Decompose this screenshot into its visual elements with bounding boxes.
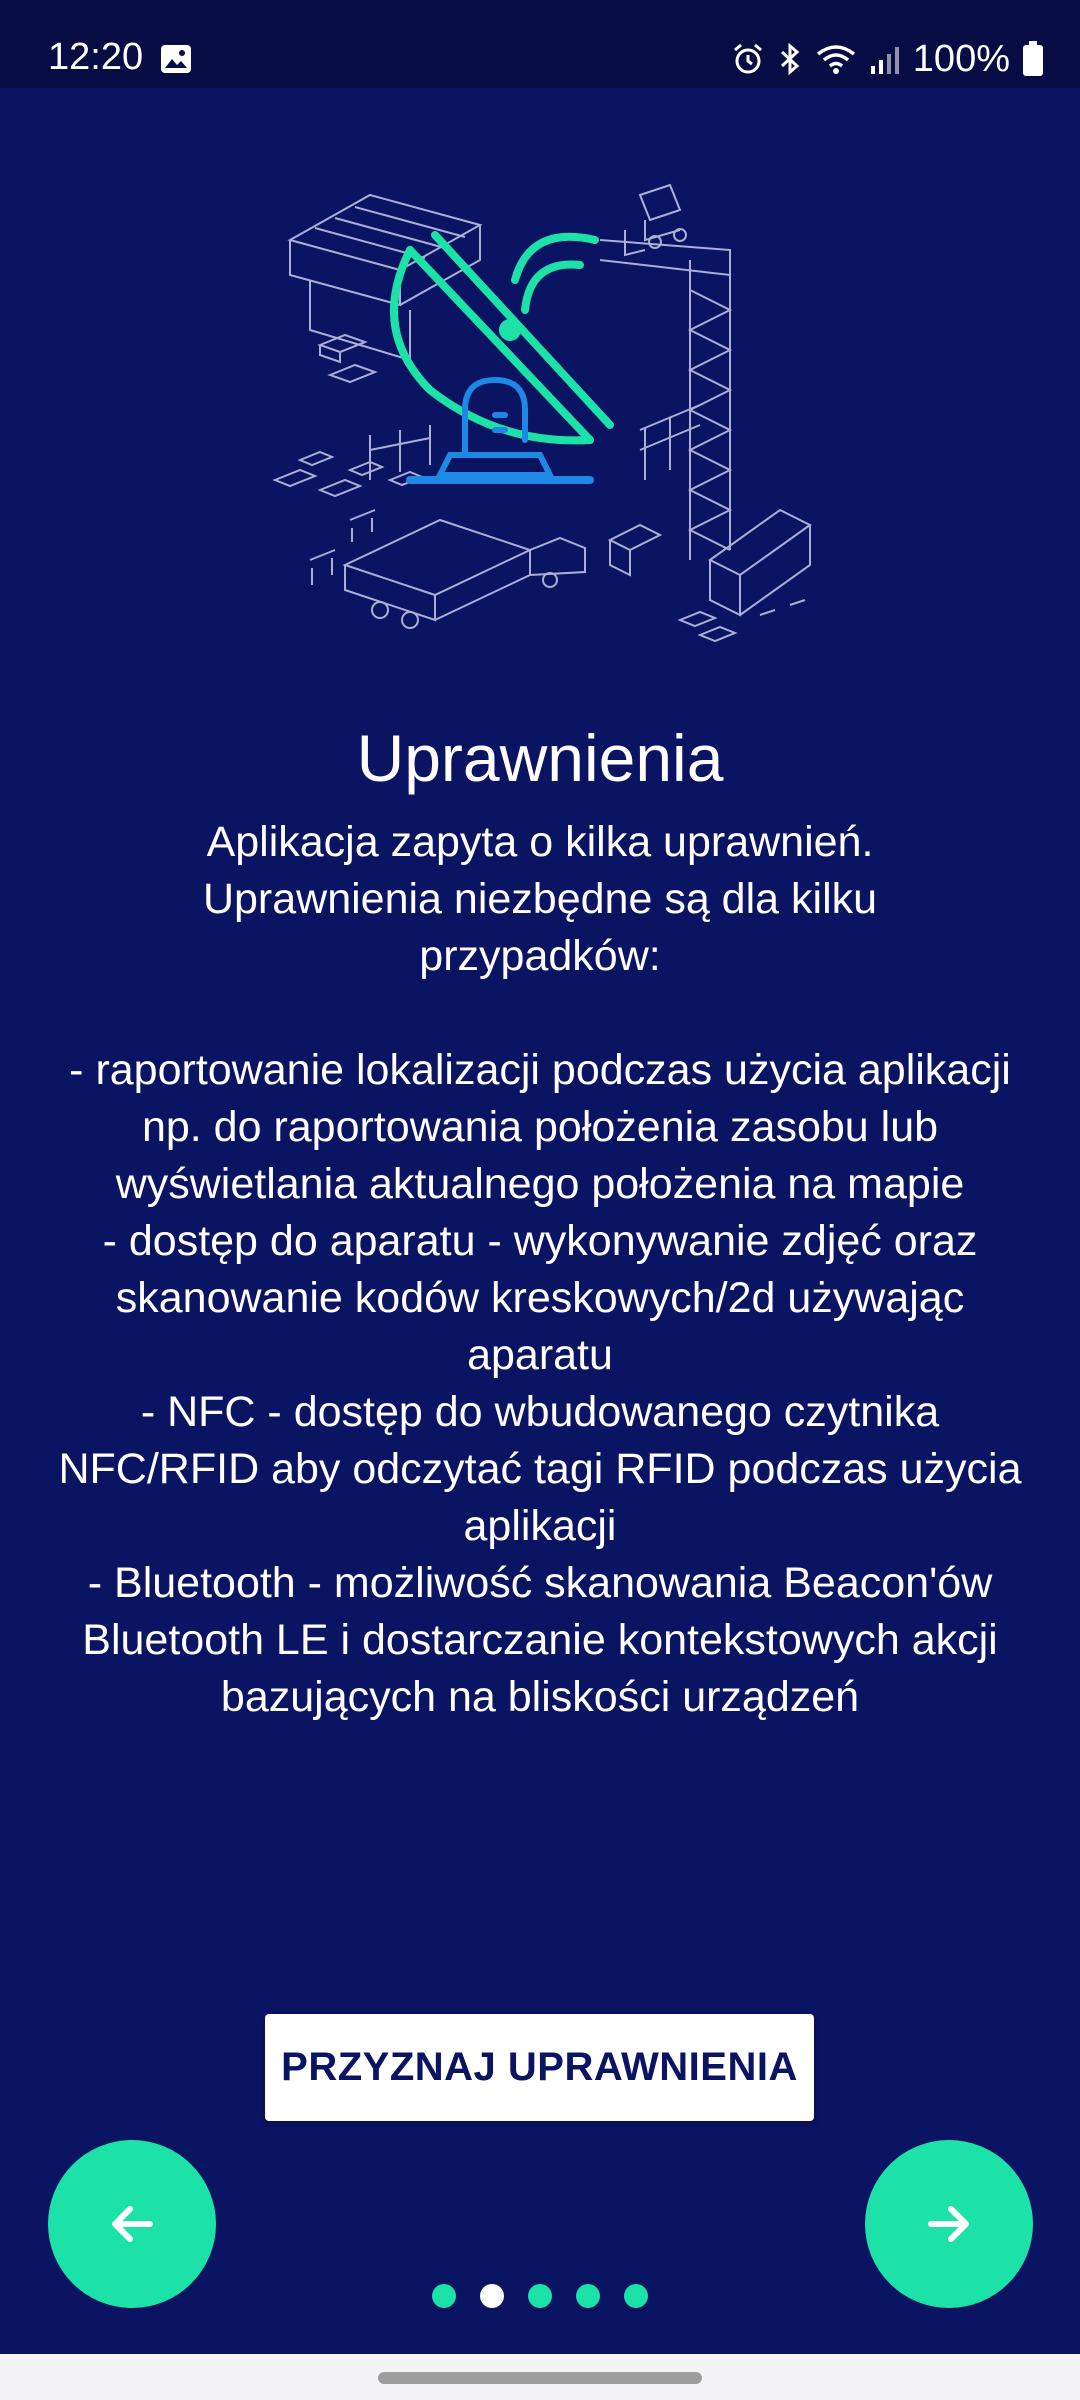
page-dot-active[interactable] (480, 2284, 504, 2308)
permission-item-bluetooth: - Bluetooth - możliwość skanowania Beacon'ów Bluetooth LE i dostarczanie kontekstowych akcji bazujących na bliskości urządzeń (82, 1559, 998, 1721)
alarm-icon (731, 42, 765, 76)
intro-line: przypadków: (419, 932, 661, 980)
next-button[interactable] (865, 2140, 1033, 2308)
signal-icon (869, 42, 901, 76)
page-dot[interactable] (576, 2284, 600, 2308)
page-dot[interactable] (528, 2284, 552, 2308)
status-time: 12:20 (48, 36, 144, 78)
arrow-left-icon (102, 2194, 162, 2254)
intro-line: Aplikacja zapyta o kilka uprawnień. (206, 818, 874, 866)
permission-item-camera: - dostęp do aparatu - wykonywanie zdjęć oraz skanowanie kodów kreskowych/2d używając aparatu (102, 1217, 978, 1379)
status-bar (0, 0, 1080, 88)
page-dot[interactable] (624, 2284, 648, 2308)
satellite-dish-illustration (260, 180, 820, 680)
gesture-nav-bar (0, 2354, 1080, 2400)
permission-item-nfc: - NFC - dostęp do wbudowanego czytnika NFC/RFID aby odczytać tagi RFID podczas użycia aplikacji (58, 1388, 1022, 1550)
page-indicator (0, 2284, 1080, 2308)
permission-item-location: - raportowanie lokalizacji podczas użycia aplikacji np. do raportowania położenia zasobu lub wyświetlania aktualnego położenia na mapie (69, 1046, 1011, 1208)
page-dot[interactable] (432, 2284, 456, 2308)
image-icon (160, 44, 192, 74)
grant-permissions-button[interactable]: PRZYZNAJ UPRAWNIENIA (265, 2014, 814, 2121)
permissions-description (40, 814, 1040, 1726)
arrow-right-icon (919, 2194, 979, 2254)
status-icons (731, 40, 1044, 78)
wifi-icon (815, 42, 857, 76)
previous-button[interactable] (48, 2140, 216, 2308)
battery-icon (1022, 41, 1044, 77)
battery-percent: 100% (912, 38, 1010, 80)
bluetooth-icon (777, 42, 803, 76)
page-title: Uprawnienia (356, 721, 724, 795)
home-handle[interactable] (378, 2372, 702, 2384)
intro-line: Uprawnienia niezbędne są dla kilku (202, 875, 878, 923)
